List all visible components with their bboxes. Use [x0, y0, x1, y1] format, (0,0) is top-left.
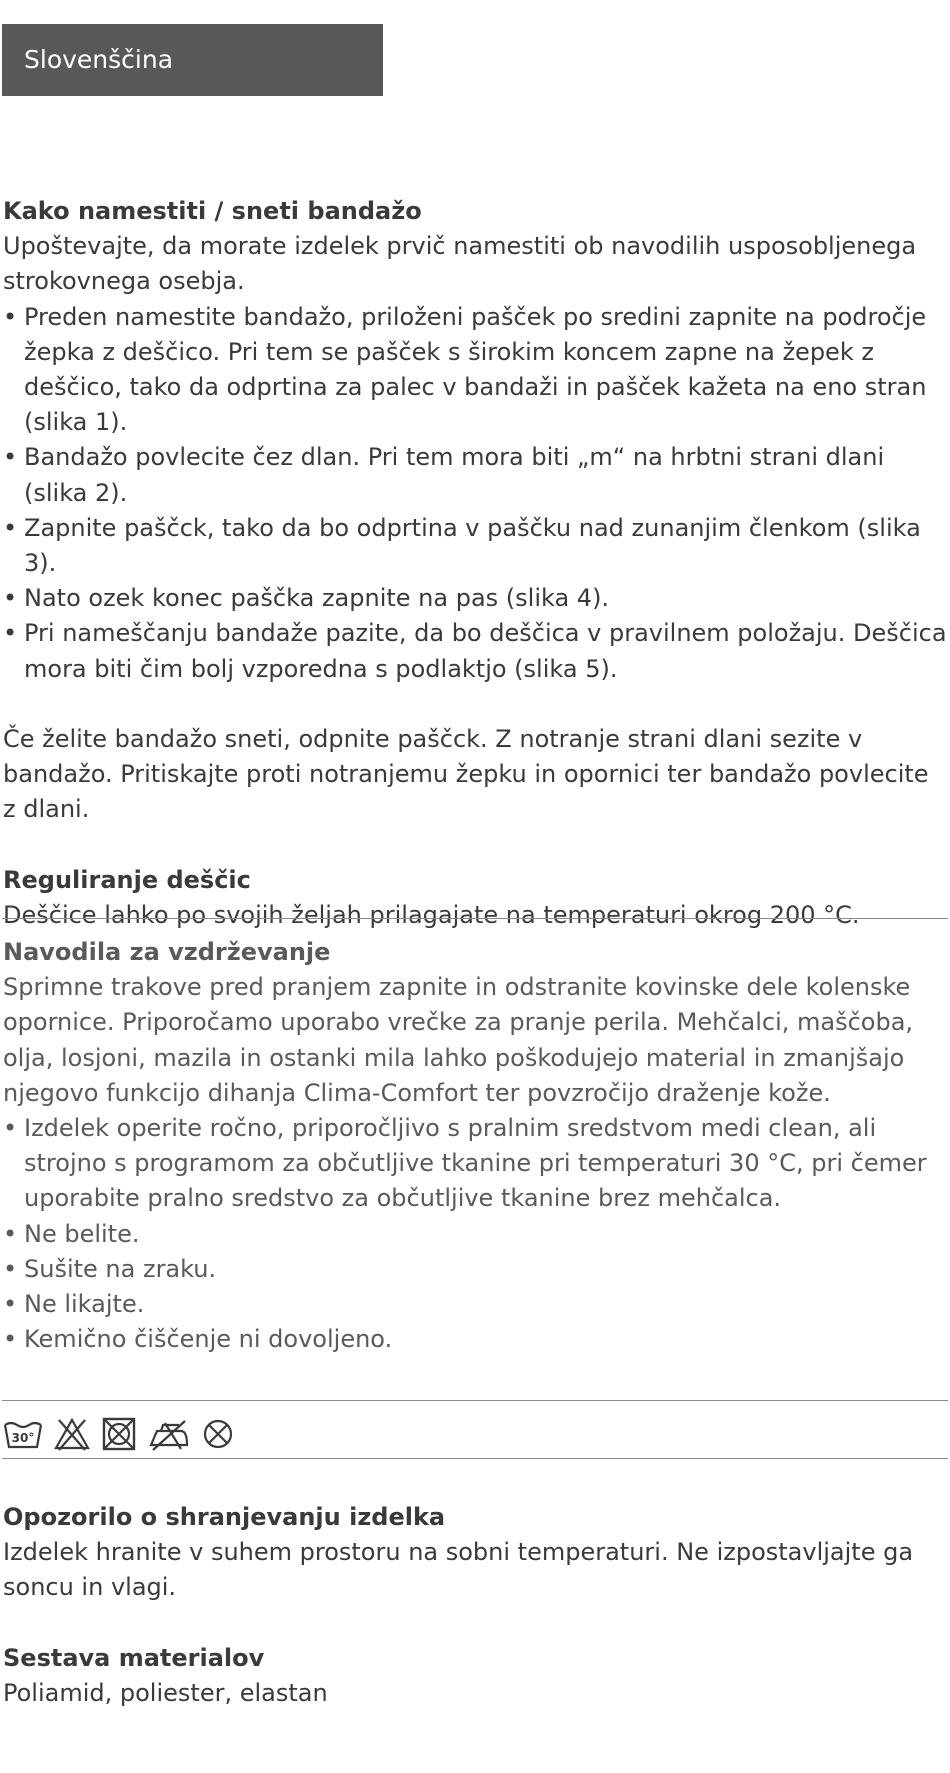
splints-title: Reguliranje deščic: [3, 865, 251, 894]
no-tumble-dry-icon: [101, 1417, 137, 1451]
no-bleach-icon: [53, 1417, 91, 1451]
storage-text: Izdelek hranite v suhem prostoru na sobni temperaturi. Ne izpostavljajte ga soncu in vlagi.: [3, 1538, 914, 1602]
material-title: Sestava materialov: [3, 1643, 265, 1672]
fit-title: Kako namestiti / sneti bandažo: [3, 197, 422, 225]
storage-material-section: [3, 1500, 948, 1711]
language-label: Slovenščina: [24, 45, 174, 74]
fit-step-4: • Nato ozek konec paščka zapnite na pas (slika 4).: [3, 581, 948, 616]
care-item-2: • Ne belite.: [3, 1217, 948, 1252]
fit-step-1: • Preden namestite bandažo, priloženi pašček po sredini zapnite na področje žepka z deščico. Pri tem se pašček s širokim koncem zapne na žepek z deščico, tako da odprtina za palec v bandaži in pašček kažeta na eno stran (slika 1).: [3, 300, 948, 441]
language-header: [2, 24, 383, 96]
storage-title: Opozorilo o shranjevanju izdelka: [3, 1503, 446, 1531]
fit-section: [3, 194, 948, 933]
instructions-document: [3, 194, 948, 933]
removal-text: Če želite bandažo sneti, odpnite paščck. Z notranje strani dlani sezite v bandažo. Pritiskajte proti notranjemu žepku in opornici ter bandažo povlecite z dlani.: [3, 725, 929, 824]
no-iron-icon: [147, 1417, 191, 1451]
no-dry-clean-icon: [201, 1417, 235, 1451]
wash-30-icon: [3, 1417, 43, 1451]
splints-text: Deščice lahko po svojih željah prilagajate na temperaturi okrog 200 °C.: [3, 901, 860, 930]
care-item-4: • Ne likajte.: [3, 1287, 948, 1322]
care-item-1: • Izdelek operite ročno, priporočljivo s pralnim sredstvom medi clean, ali strojno s programom za občutljive tkanine pri temperaturi 30 °C, pri čemer uporabite pralno sredstvo za občutljive tkanine brez mehčalca.: [3, 1111, 948, 1217]
fit-step-3: • Zapnite paščck, tako da bo odprtina v paščku nad zunanjim členkom (slika 3).: [3, 511, 948, 581]
wash-temp-label: 30°: [11, 1431, 35, 1445]
divider: [2, 1458, 948, 1459]
care-section: [3, 935, 948, 1357]
care-item-3: • Sušite na zraku.: [3, 1252, 948, 1287]
care-symbols: [3, 1414, 235, 1454]
care-title: Navodila za vzdrževanje: [3, 938, 331, 966]
care-intro: Sprimne trakove pred pranjem zapnite in odstranite kovinske dele kolenske opornice. Priporočamo uporabo vrečke za pranje perila. Mehčalci, maščoba, olja, losjoni, mazila in ostanki mila lahko poškodujejo material in zmanjšajo njegovo funkcijo dihanja Clima-Comfort ter povzročijo draženje kože.: [3, 973, 914, 1107]
material-text: Poliamid, poliester, elastan: [3, 1679, 328, 1707]
fit-step-5: • Pri nameščanju bandaže pazite, da bo deščica v pravilnem položaju. Deščica mora biti čim bolj vzporedna s podlaktjo (slika 5).: [3, 616, 948, 686]
fit-steps: [3, 300, 948, 687]
divider: [2, 1400, 948, 1401]
fit-step-2: • Bandažo povlecite čez dlan. Pri tem mora biti „m“ na hrbtni strani dlani (slika 2).: [3, 440, 948, 510]
fit-intro: Upoštevajte, da morate izdelek prvič namestiti ob navodilih usposobljenega strokovnega osebja.: [3, 232, 917, 296]
divider: [2, 918, 948, 919]
care-items: [3, 1111, 948, 1357]
care-item-5: • Kemično čiščenje ni dovoljeno.: [3, 1322, 948, 1357]
